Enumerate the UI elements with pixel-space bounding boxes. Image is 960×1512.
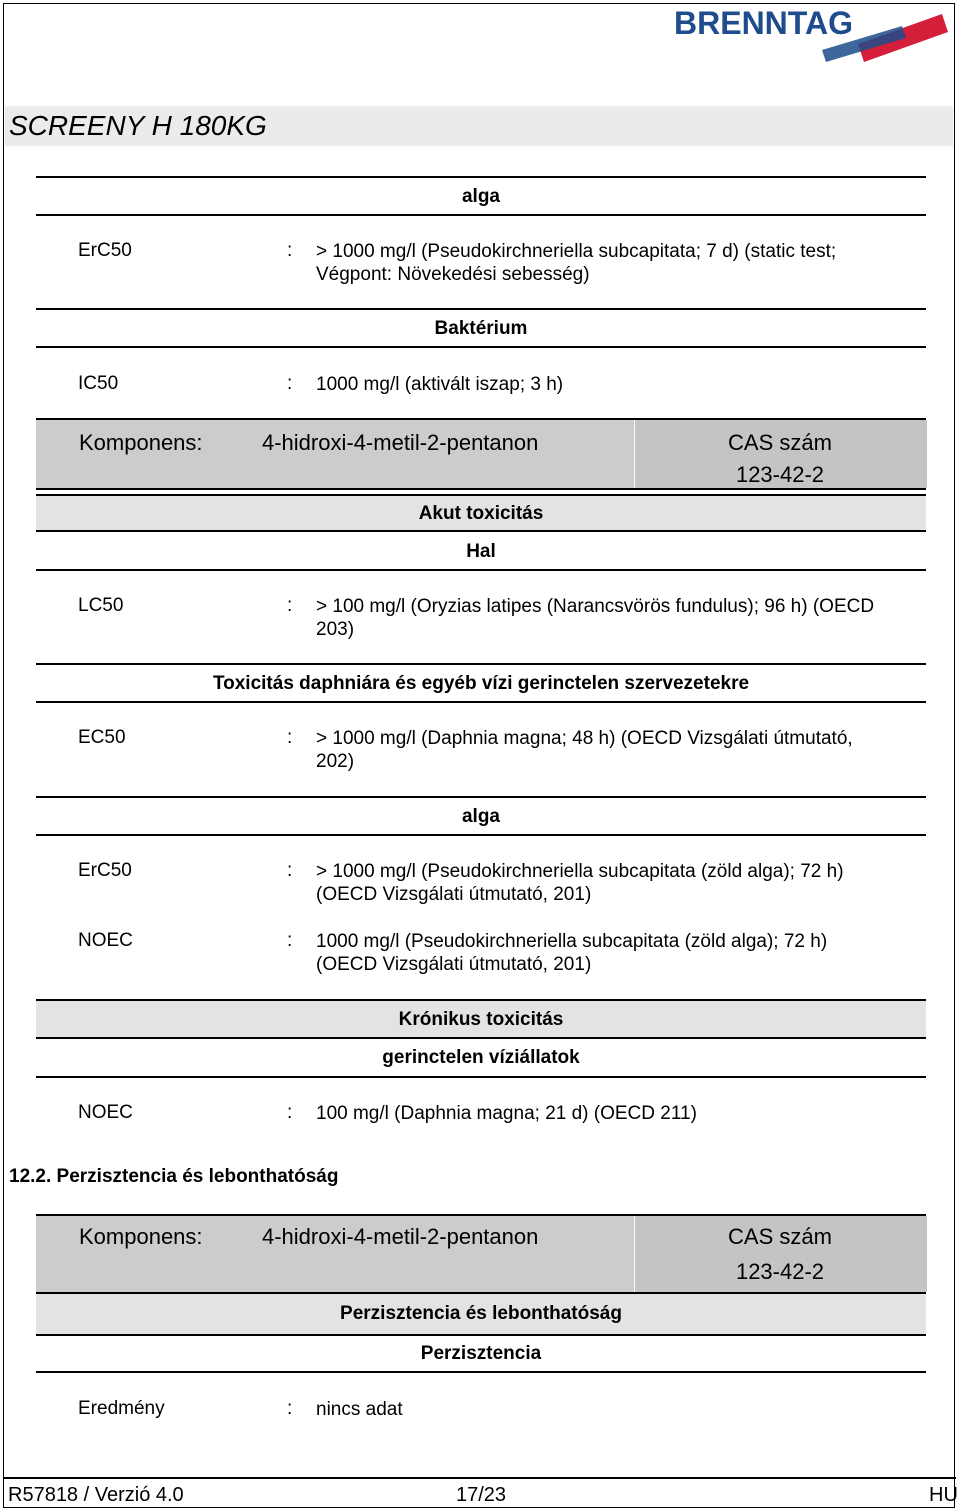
band-text: Akut toxicitás <box>418 503 544 524</box>
cas-value: 123-42-2 <box>735 1259 825 1284</box>
row-label-erc50: ErC50 <box>78 860 132 881</box>
document-title: SCREENY H 180KG <box>9 110 267 141</box>
value-line: > 1000 mg/l (Pseudokirchneriella subcapitata (zöld alga); 72 h) <box>316 861 844 882</box>
band-text: Perzisztencia és lebonthatóság <box>340 1303 622 1324</box>
divider <box>36 834 926 836</box>
divider <box>36 663 926 665</box>
row-label-noec: NOEC <box>78 930 133 951</box>
section-heading: 12.2. Perzisztencia és lebonthatóság <box>9 1166 339 1187</box>
row-colon: : <box>287 727 293 748</box>
caption-alga: alga <box>461 806 501 827</box>
value-line: > 1000 mg/l (Pseudokirchneriella subcapitata; 7 d) (static test; <box>316 241 837 262</box>
row-label-eredmeny: Eredmény <box>78 1398 165 1419</box>
row-value-ic50 <box>316 373 916 396</box>
row-label-ec50: EC50 <box>78 727 126 748</box>
divider <box>36 569 926 571</box>
band-akut-toxicitas <box>36 494 926 532</box>
value-line: 100 mg/l (Daphnia magna; 21 d) (OECD 211) <box>316 1103 697 1124</box>
caption-gerinctelen: gerinctelen víziállatok <box>382 1047 580 1068</box>
band-perzisztencia-lebonthatosag <box>36 1294 926 1336</box>
row-value-eredmeny <box>316 1398 916 1421</box>
row-value-noec <box>316 1102 916 1125</box>
logo-stripes-icon <box>672 4 952 66</box>
cas-label: CAS szám <box>728 1224 832 1249</box>
row-colon: : <box>287 1102 293 1123</box>
component-name: 4-hidroxi-4-metil-2-pentanon <box>262 430 539 455</box>
caption-alga: alga <box>461 186 501 207</box>
caption-hal: Hal <box>466 541 496 562</box>
caption-bakterium: Baktérium <box>434 318 528 339</box>
row-colon: : <box>287 240 293 261</box>
component-name: 4-hidroxi-4-metil-2-pentanon <box>262 1224 539 1249</box>
band-text: Krónikus toxicitás <box>398 1009 564 1030</box>
row-label-noec: NOEC <box>78 1102 133 1123</box>
caption-daphnia: Toxicitás daphniára és egyéb vízi gerinctelen szervezetekre <box>212 673 750 694</box>
divider <box>36 796 926 798</box>
value-line: (OECD Vizsgálati útmutató, 201) <box>316 954 592 975</box>
value-line: 1000 mg/l (aktivált iszap; 3 h) <box>316 374 564 395</box>
footer-page-number: 17/23 <box>456 1484 507 1506</box>
row-colon: : <box>287 860 293 881</box>
value-line: > 1000 mg/l (Daphnia magna; 48 h) (OECD Vizsgálati útmutató, <box>316 728 853 749</box>
row-colon: : <box>287 595 293 616</box>
row-label-lc50: LC50 <box>78 595 124 616</box>
divider <box>36 308 926 310</box>
divider <box>36 346 926 348</box>
row-value-lc50 <box>316 595 916 641</box>
row-label-erc50: ErC50 <box>78 240 132 261</box>
footer-language: HU <box>929 1484 958 1506</box>
logo-text: BRENNTAG <box>674 5 853 41</box>
footer-document-version: R57818 / Verzió 4.0 <box>8 1484 184 1506</box>
divider <box>36 176 926 178</box>
value-line: > 100 mg/l (Oryzias latipes (Narancsvörös fundulus); 96 h) (OECD <box>316 596 875 617</box>
value-line: nincs adat <box>316 1399 403 1420</box>
value-line: (OECD Vizsgálati útmutató, 201) <box>316 884 592 905</box>
row-colon: : <box>287 930 293 951</box>
row-value-erc50 <box>316 860 916 906</box>
divider <box>36 214 926 216</box>
value-line: 202) <box>316 751 355 772</box>
cas-label: CAS szám <box>728 430 832 455</box>
row-value-erc50 <box>316 240 916 286</box>
component-header <box>36 418 926 490</box>
band-kronikus-toxicitas <box>36 999 926 1039</box>
component-label: Komponens: <box>79 1224 203 1249</box>
value-line: 1000 mg/l (Pseudokirchneriella subcapitata (zöld alga); 72 h) <box>316 931 828 952</box>
row-label-ic50: IC50 <box>78 373 119 394</box>
divider <box>36 1371 926 1373</box>
row-value-noec <box>316 930 916 976</box>
component-label: Komponens: <box>79 430 203 455</box>
divider <box>36 1076 926 1078</box>
component-header <box>36 1214 926 1294</box>
cas-value: 123-42-2 <box>735 462 825 487</box>
row-colon: : <box>287 1398 293 1419</box>
caption-perzisztencia: Perzisztencia <box>420 1343 542 1364</box>
divider <box>36 701 926 703</box>
brenntag-logo <box>672 4 952 66</box>
row-value-ec50 <box>316 727 916 773</box>
value-line: Végpont: Növekedési sebesség) <box>316 264 590 285</box>
row-colon: : <box>287 373 293 394</box>
page-footer <box>4 1477 956 1509</box>
value-line: 203) <box>316 619 355 640</box>
